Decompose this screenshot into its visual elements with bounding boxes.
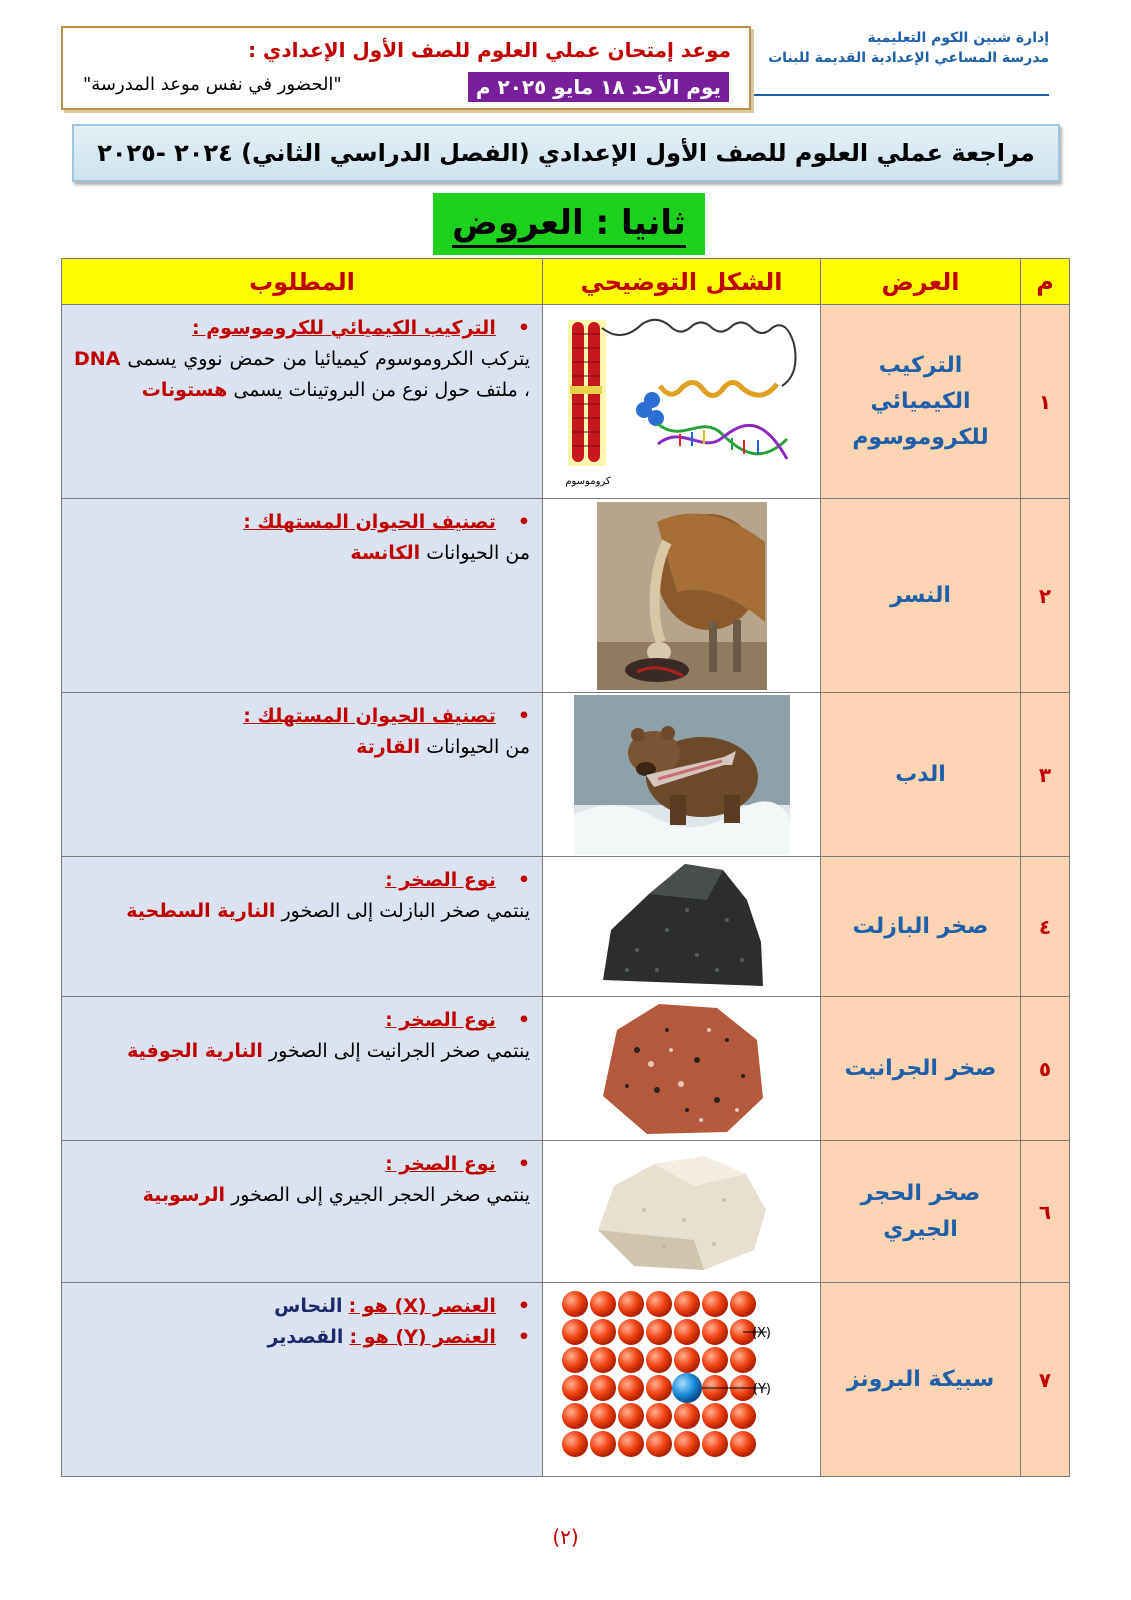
demonstrations-table bbox=[61, 258, 1070, 1477]
bullet-icon: • bbox=[517, 317, 530, 339]
table-row bbox=[62, 997, 1070, 1141]
figure-cell bbox=[543, 499, 821, 693]
page-number: (٢) bbox=[552, 1525, 579, 1549]
req-text: من الحيوانات bbox=[426, 736, 530, 758]
row-name: النسر bbox=[821, 499, 1021, 693]
req-heading: العنصر (Y) هو : bbox=[349, 1326, 496, 1348]
required-cell bbox=[62, 499, 543, 693]
req-highlight: الكانسة bbox=[350, 542, 421, 564]
exam-note: "الحضور في نفس موعد المدرسة" bbox=[83, 74, 342, 95]
req-text: من الحيوانات bbox=[426, 542, 530, 564]
copper-atoms bbox=[562, 1291, 756, 1457]
row-name: سبيكة البرونز bbox=[821, 1283, 1021, 1477]
figure-cell bbox=[543, 693, 821, 857]
exam-notice-box bbox=[61, 26, 751, 110]
req-value: القصدير bbox=[267, 1326, 344, 1348]
req-highlight: النارية الجوفية bbox=[127, 1040, 263, 1062]
table-row bbox=[62, 1141, 1070, 1283]
req-highlight: DNA bbox=[74, 348, 121, 370]
req-heading: نوع الصخر : bbox=[385, 869, 496, 891]
review-banner bbox=[72, 124, 1060, 182]
req-text: ينتمي صخر الجرانيت إلى الصخور bbox=[268, 1040, 530, 1062]
header-figure: الشكل التوضيحي bbox=[543, 259, 821, 305]
req-body bbox=[74, 732, 530, 763]
row-name: الدب bbox=[821, 693, 1021, 857]
figure-cell bbox=[543, 857, 821, 997]
school-line-2: مدرسة المساعي الإعدادية القديمة للبنات bbox=[768, 50, 1049, 66]
table-row bbox=[62, 305, 1070, 499]
basalt-rock-image bbox=[597, 860, 767, 994]
req-text: يتركب الكروموسوم كيميائيا من حمض نووي يسمى bbox=[127, 348, 530, 370]
table-row bbox=[62, 499, 1070, 693]
granite-rock-image bbox=[597, 1000, 767, 1138]
figure-cell bbox=[543, 1141, 821, 1283]
row-name: صخر البازلت bbox=[821, 857, 1021, 997]
req-highlight: النارية السطحية bbox=[126, 900, 276, 922]
row-name: صخر الجرانيت bbox=[821, 997, 1021, 1141]
table-row bbox=[62, 857, 1070, 997]
req-text: ينتمي صخر الحجر الجيري إلى الصخور bbox=[231, 1184, 530, 1206]
row-number: ٥ bbox=[1021, 997, 1070, 1141]
required-cell bbox=[62, 857, 543, 997]
req-text: ، ملتف حول نوع من البروتينات يسمى bbox=[233, 379, 530, 401]
required-cell bbox=[62, 997, 543, 1141]
figure-cell bbox=[543, 305, 821, 499]
bullet-icon: • bbox=[517, 511, 530, 533]
chromosome-dna-image bbox=[562, 314, 802, 490]
req-heading: نوع الصخر : bbox=[385, 1009, 496, 1031]
bullet-icon: • bbox=[517, 1153, 530, 1175]
limestone-rock-image bbox=[594, 1150, 770, 1274]
bullet-icon: • bbox=[517, 1295, 530, 1317]
req-body bbox=[74, 896, 530, 927]
row-name: التركيب الكيميائي للكروموسوم bbox=[821, 305, 1021, 499]
exam-title: موعد إمتحان عملي العلوم للصف الأول الإعدادي : bbox=[248, 38, 731, 62]
req-highlight: هستونات bbox=[141, 379, 228, 401]
figure-cell bbox=[543, 997, 821, 1141]
required-cell bbox=[62, 305, 543, 499]
bullet-icon: • bbox=[517, 869, 530, 891]
bullet-icon: • bbox=[517, 1009, 530, 1031]
req-highlight: القارتة bbox=[356, 736, 421, 758]
bullet-icon: • bbox=[517, 705, 530, 727]
req-heading: تصنيف الحيوان المستهلك : bbox=[243, 511, 496, 533]
school-line-1: إدارة شبين الكوم التعليمية bbox=[867, 30, 1049, 46]
vulture-image bbox=[597, 502, 767, 690]
required-cell bbox=[62, 1141, 543, 1283]
header-name: العرض bbox=[821, 259, 1021, 305]
row-number: ٣ bbox=[1021, 693, 1070, 857]
section-title-text: ثانيا : العروض bbox=[452, 201, 686, 248]
school-info bbox=[749, 28, 1049, 68]
table-header-row bbox=[62, 259, 1070, 305]
bronze-alloy-diagram bbox=[557, 1289, 807, 1471]
req-heading: التركيب الكيميائي للكروموسوم : bbox=[192, 317, 496, 339]
req-body bbox=[74, 1036, 530, 1067]
req-text: ينتمي صخر البازلت إلى الصخور bbox=[281, 900, 530, 922]
banner-title: مراجعة عملي العلوم للصف الأول الإعدادي (الفصل الدراسي الثاني) ٢٠٢٤ -٢٠٢٥ bbox=[97, 139, 1035, 167]
row-name: صخر الحجر الجيري bbox=[821, 1141, 1021, 1283]
table-row bbox=[62, 693, 1070, 857]
req-heading: نوع الصخر : bbox=[385, 1153, 496, 1175]
chromosome-label: كروموسوم bbox=[564, 475, 611, 487]
section-title bbox=[433, 193, 705, 255]
label-y: (Y) bbox=[752, 1381, 771, 1397]
header-num: م bbox=[1021, 259, 1070, 305]
row-number: ٢ bbox=[1021, 499, 1070, 693]
req-heading: تصنيف الحيوان المستهلك : bbox=[243, 705, 496, 727]
req-value: النحاس bbox=[274, 1295, 343, 1317]
figure-cell bbox=[543, 1283, 821, 1477]
required-cell bbox=[62, 1283, 543, 1477]
req-body bbox=[74, 1180, 530, 1211]
table-row bbox=[62, 1283, 1070, 1477]
req-highlight: الرسوبية bbox=[142, 1184, 226, 1206]
req-heading: العنصر (X) هو : bbox=[348, 1295, 496, 1317]
tin-atom bbox=[672, 1373, 702, 1403]
required-cell bbox=[62, 693, 543, 857]
label-x: (X) bbox=[751, 1325, 771, 1341]
req-body bbox=[74, 344, 530, 406]
row-number: ٦ bbox=[1021, 1141, 1070, 1283]
req-body bbox=[74, 538, 530, 569]
header-required: المطلوب bbox=[62, 259, 543, 305]
row-number: ٤ bbox=[1021, 857, 1070, 997]
row-number: ١ bbox=[1021, 305, 1070, 499]
bear-image bbox=[574, 695, 790, 855]
exam-date: يوم الأحد ١٨ مايو ٢٠٢٥ م bbox=[468, 72, 729, 102]
bullet-icon: • bbox=[517, 1326, 530, 1348]
row-number: ٧ bbox=[1021, 1283, 1070, 1477]
school-underline bbox=[749, 94, 1049, 96]
